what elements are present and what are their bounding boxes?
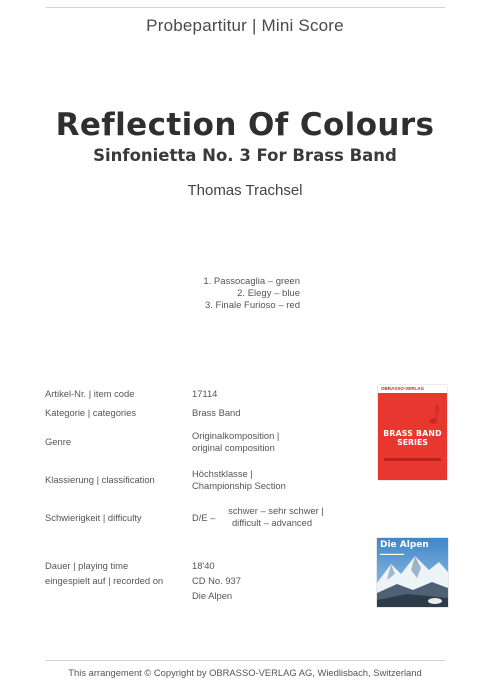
- cover-series-title-line1: BRASS BAND: [383, 429, 442, 438]
- duration-label: Dauer | playing time: [45, 560, 129, 571]
- difficulty-desc-line1: schwer – sehr schwer |: [228, 505, 324, 516]
- music-note-icon: [429, 403, 439, 425]
- category-label: Kategorie | categories: [45, 407, 137, 418]
- classification-label: Klassierung | classification: [45, 474, 155, 485]
- movement-item: 2. Elegy – blue: [237, 288, 300, 300]
- cover-series-title-line2: SERIES: [397, 438, 428, 447]
- genre-value-line2: original composition: [192, 442, 275, 453]
- cd-cover-die-alpen: [377, 538, 448, 607]
- category-value: Brass Band: [192, 407, 241, 418]
- movement-item: 1. Passocaglia – green: [203, 276, 300, 287]
- footer-divider: [46, 660, 445, 661]
- score-type-label: Probepartitur | Mini Score: [146, 16, 344, 35]
- classification-value-line1: Höchstklasse |: [192, 468, 253, 479]
- difficulty-desc-line2: difficult – advanced: [231, 517, 313, 528]
- duration-value: 18'40: [192, 560, 215, 571]
- cover-footer-bar: [384, 458, 441, 461]
- genre-label: Genre: [45, 436, 72, 447]
- movement-item: 3. Finale Furioso – red: [204, 300, 300, 312]
- item-code-label: Artikel-Nr. | item code: [45, 388, 135, 399]
- recorded-on-label: eingespielt auf | recorded on: [45, 575, 164, 586]
- recorded-on-album: Die Alpen: [192, 590, 233, 601]
- composer-name: Thomas Trachsel: [187, 182, 303, 199]
- difficulty-label: Schwierigkeit | difficulty: [45, 512, 142, 523]
- brass-band-series-cover: [378, 385, 447, 480]
- item-code-value: 17114: [192, 388, 218, 399]
- work-title: Reflection Of Colours: [55, 107, 435, 143]
- cd-cover-title: Die Alpen: [380, 540, 429, 550]
- genre-value-line1: Originalkomposition |: [192, 430, 280, 441]
- difficulty-grade: D/E –: [192, 512, 216, 523]
- work-subtitle: Sinfonietta No. 3 For Brass Band: [93, 146, 397, 165]
- classification-value-line2: Championship Section: [192, 480, 286, 491]
- cover-publisher-text: OBRASSO-VERLAG: [381, 386, 425, 391]
- copyright-notice: This arrangement © Copyright by OBRASSO-VERLAG AG, Wiedlisbach, Switzerland: [68, 667, 422, 678]
- header-divider: [46, 7, 445, 8]
- recorded-on-cd: CD No. 937: [192, 575, 241, 586]
- cd-cover-subtitle-bar: ▬▬▬▬▬▬: [380, 551, 404, 556]
- movement-list: [170, 276, 300, 313]
